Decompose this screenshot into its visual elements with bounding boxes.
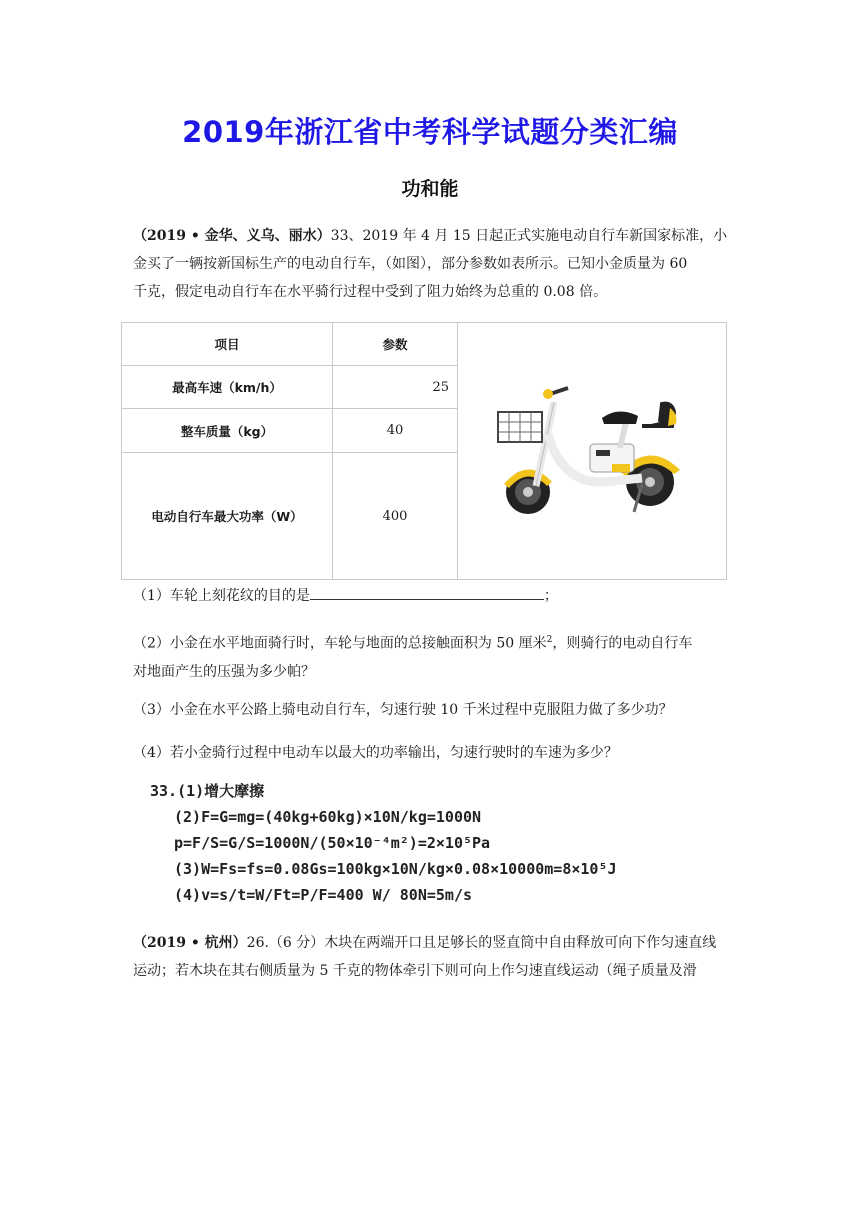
sub2-text-c: 对地面产生的压强为多少帕？: [133, 663, 315, 680]
q33-source: （2019 • 金华、义乌、丽水）: [133, 228, 331, 244]
answer-line: (4)v=s/t=W/Ft=P/F=400 W/ 80N=5m/s: [174, 886, 473, 904]
q26-line1-text: 26.（6 分）木块在两端开口且足够长的竖直筒中自由释放可向下作匀速直线: [246, 935, 717, 951]
answer-line: (2)F=G=mg=(40kg+60kg)×10N/kg=1000N: [174, 808, 482, 826]
question-33-intro: [133, 222, 731, 306]
table-header-row: [122, 323, 727, 366]
row-label-mass: 整车质量（kg）: [122, 409, 333, 453]
question-26-intro: [133, 929, 731, 985]
sub-question-1: [133, 582, 733, 610]
answer-line: 33.(1)增大摩擦: [150, 782, 265, 800]
q33-line-2: 金买了一辆按新国标生产的电动自行车，（如图），部分参数如表所示。已知小金质量为 60: [133, 256, 688, 272]
sub-question-4: （4）若小金骑行过程中电动车以最大的功率输出，匀速行驶时的车速为多少？: [133, 745, 618, 761]
row-value-mass: 40: [333, 409, 458, 453]
row-label-top-speed: 最高车速（km/h）: [122, 366, 333, 409]
answer-block: [150, 778, 710, 908]
row-label-max-power: 电动自行车最大功率（W）: [122, 453, 333, 580]
row-value-top-speed: 25: [333, 366, 458, 409]
header-param: 参数: [333, 323, 458, 366]
sub-question-2: [133, 626, 733, 686]
parameter-table: [121, 322, 727, 580]
sub1-end: ；: [543, 588, 558, 604]
sub2-text-a: （2）小金在水平地面骑行时，车轮与地面的总接触面积为 50 厘米: [133, 635, 547, 652]
page-title: 2019年浙江省中考科学试题分类汇编: [182, 115, 678, 149]
q33-line1-text: 33、2019 年 4 月 15 日起正式实施电动自行车新国家标准，小: [330, 228, 728, 244]
q33-line-1: [133, 222, 731, 250]
answer-blank: [310, 585, 544, 600]
electric-scooter-image: [492, 374, 692, 524]
sub-question-3: （3）小金在水平公路上骑电动自行车，匀速行驶 10 千米过程中克服阻力做了多少功？: [133, 702, 673, 718]
q33-line-3: 千克，假定电动自行车在水平骑行过程中受到了阻力始终为总重的 0.08 倍。: [133, 284, 608, 300]
sub1-text: （1）车轮上刻花纹的目的是: [133, 588, 310, 604]
section-subtitle: 功和能: [401, 178, 459, 200]
answer-line: p=F/S=G/S=1000N/(50×10⁻⁴m²)=2×10⁵Pa: [174, 834, 491, 852]
scooter-image-cell: [458, 323, 727, 580]
sub2-text-b: ，则骑行的电动自行车: [552, 635, 693, 652]
sub2-superscript: 2: [546, 635, 553, 645]
header-item: 项目: [122, 323, 333, 366]
q26-source: （2019 • 杭州）: [133, 935, 247, 951]
q26-line-2: 运动；若木块在其右侧质量为 5 千克的物体牵引下则可向上作匀速直线运动（绳子质量及滑: [133, 963, 697, 979]
row-value-max-power: 400: [333, 453, 458, 580]
answer-line: (3)W=Fs=fs=0.08Gs=100kg×10N/kg×0.08×10000m=8×10⁵J: [174, 860, 617, 878]
q26-line-1: [133, 929, 731, 957]
